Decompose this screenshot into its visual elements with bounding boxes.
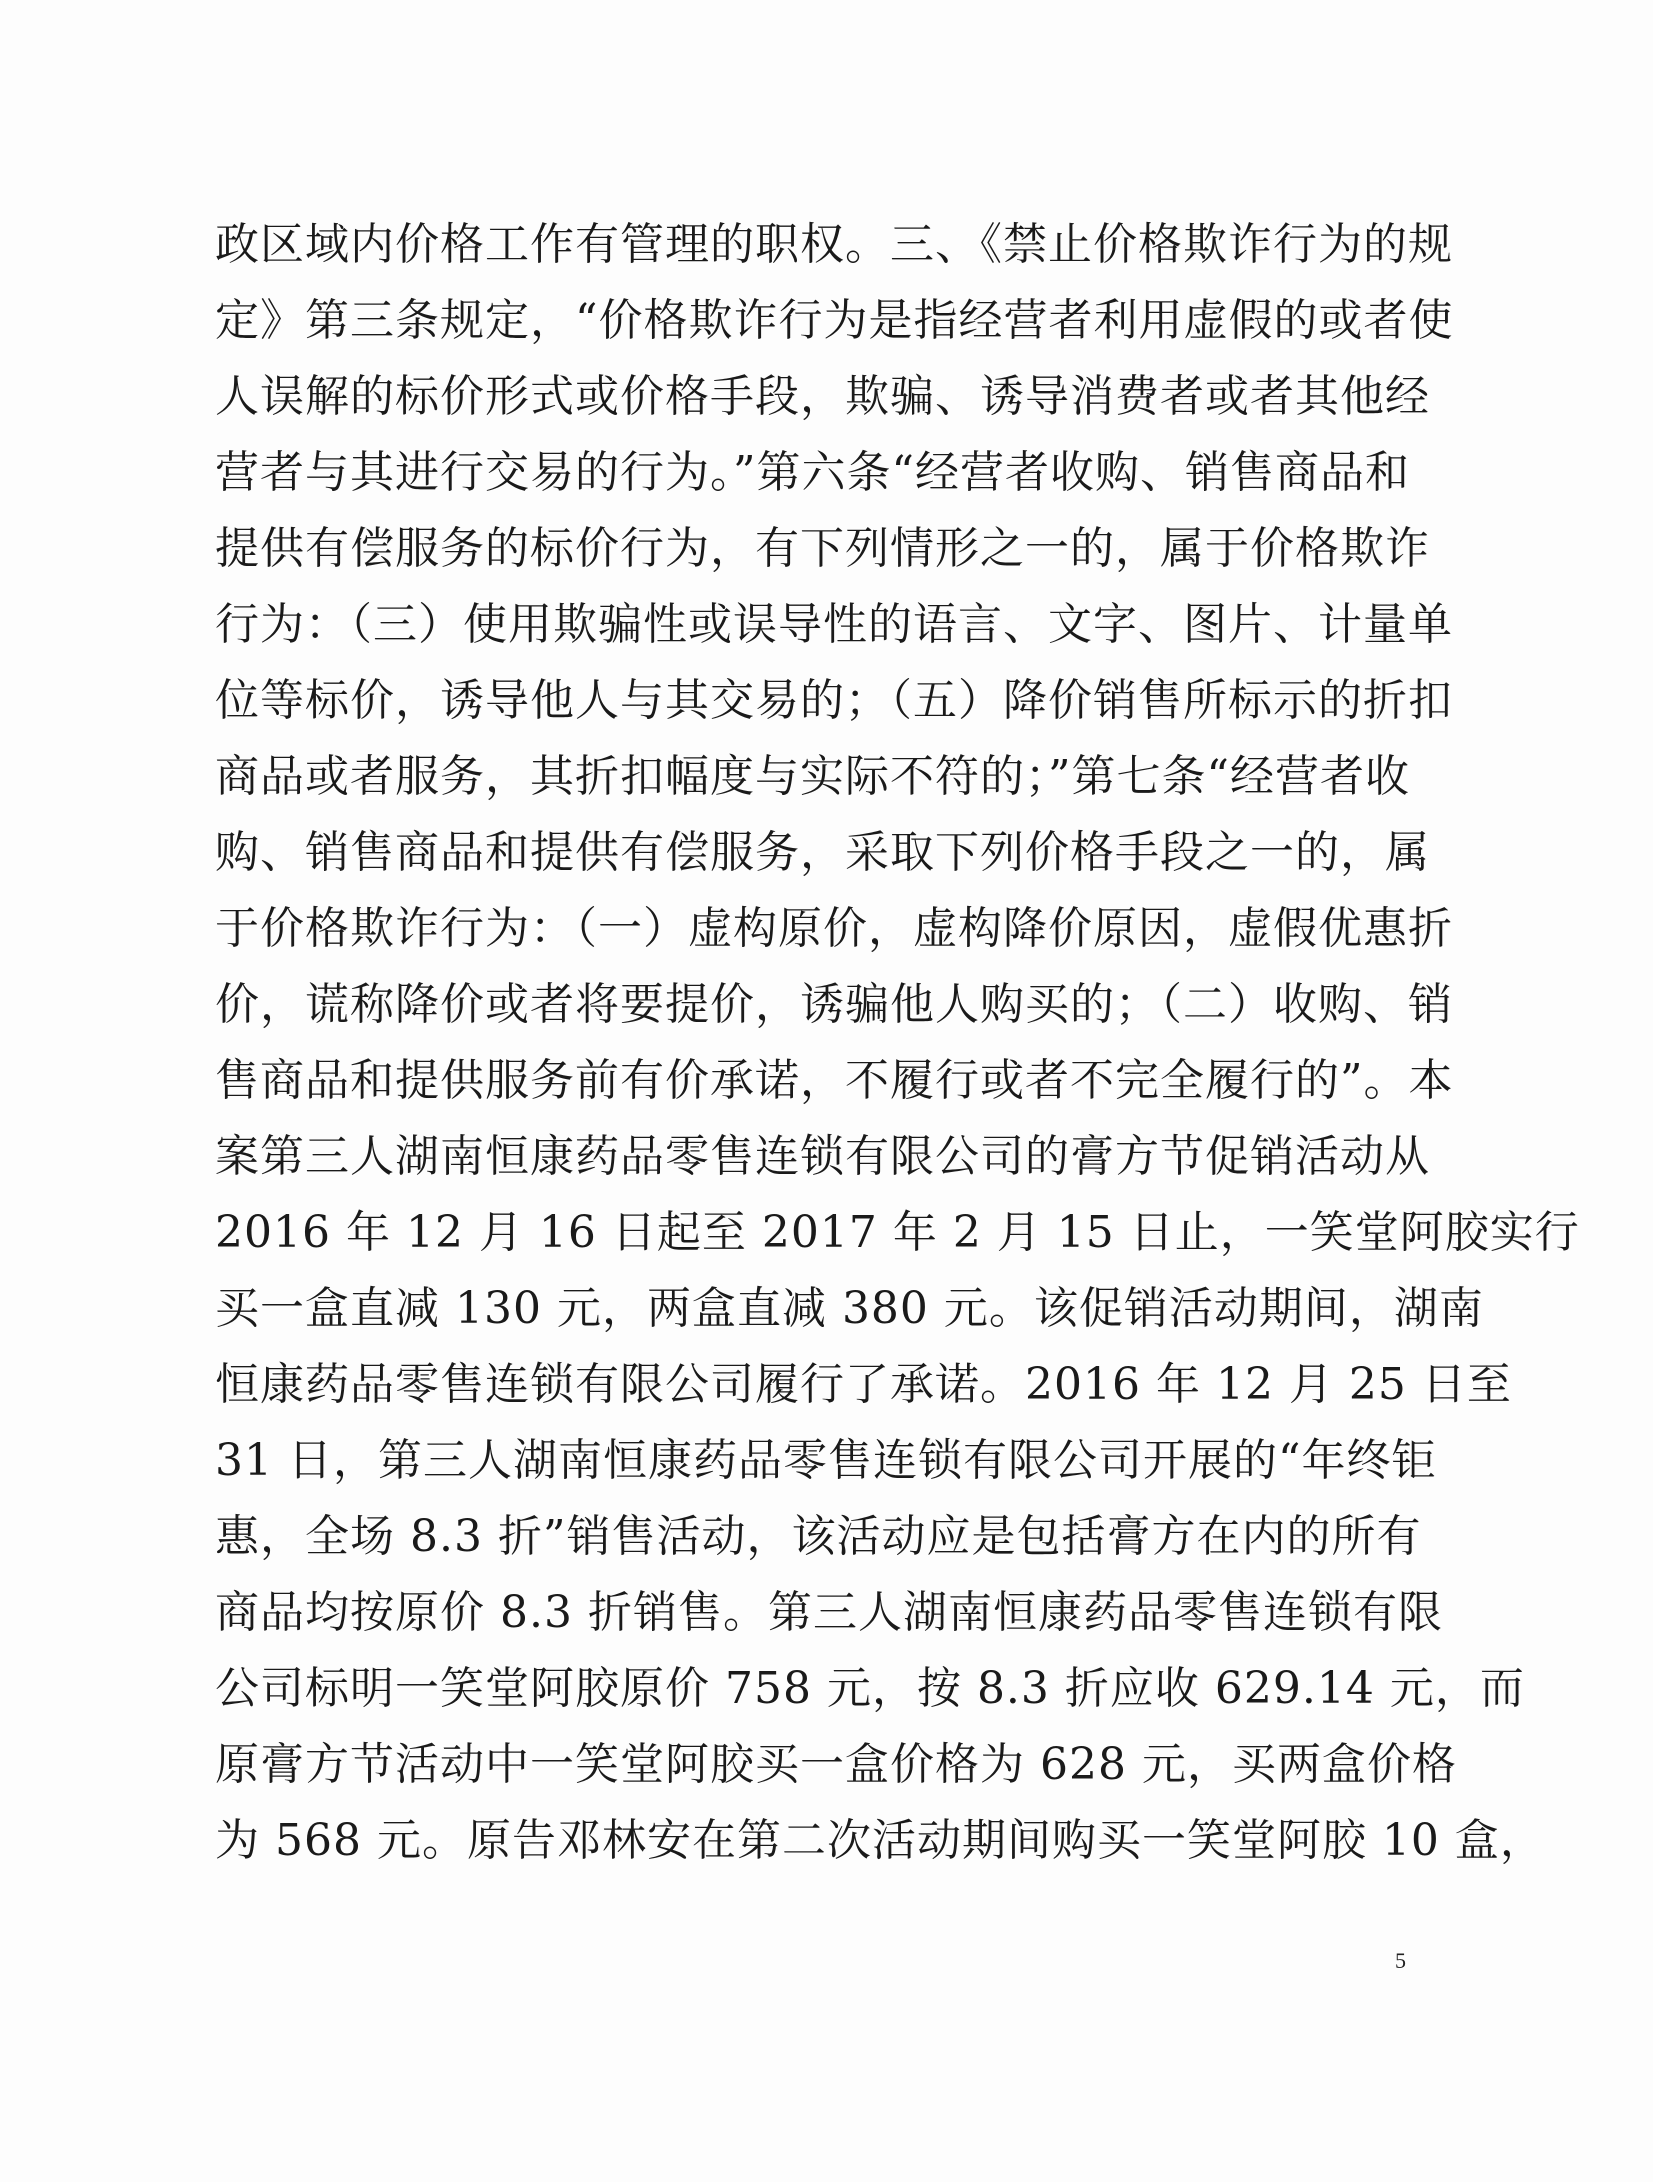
text-line: 于价格欺诈行为：（一）虚构原价，虚构降价原因，虚假优惠折 bbox=[215, 903, 1453, 954]
text-line: 位等标价，诱导他人与其交易的；（五）降价销售所标示的折扣 bbox=[215, 675, 1453, 726]
text-line: 商品均按原价 8.3 折销售。第三人湖南恒康药品零售连锁有限 bbox=[215, 1587, 1443, 1638]
text-line: 行为：（三）使用欺骗性或误导性的语言、文字、图片、计量单 bbox=[215, 599, 1453, 650]
text-line: 政区域内价格工作有管理的职权。三、《禁止价格欺诈行为的规 bbox=[215, 219, 1453, 270]
text-line: 案第三人湖南恒康药品零售连锁有限公司的膏方节促销活动从 bbox=[215, 1131, 1430, 1182]
text-line: 营者与其进行交易的行为。”第六条“经营者收购、销售商品和 bbox=[215, 447, 1410, 498]
text-line: 公司标明一笑堂阿胶原价 758 元，按 8.3 折应收 629.14 元，而 bbox=[215, 1663, 1525, 1714]
text-line: 31 日，第三人湖南恒康药品零售连锁有限公司开展的“年终钜 bbox=[215, 1435, 1437, 1486]
text-line: 售商品和提供服务前有价承诺，不履行或者不完全履行的”。本 bbox=[215, 1055, 1454, 1106]
page-number: 5 bbox=[1395, 1948, 1406, 1973]
text-line: 定》第三条规定，“价格欺诈行为是指经营者利用虚假的或者使 bbox=[215, 295, 1454, 346]
text-line: 为 568 元。原告邓林安在第二次活动期间购买一笑堂阿胶 10 盒， bbox=[215, 1815, 1545, 1866]
text-line: 商品或者服务，其折扣幅度与实际不符的；”第七条“经营者收 bbox=[215, 751, 1410, 802]
text-line: 2016 年 12 月 16 日起至 2017 年 2 月 15 日止，一笑堂阿胶实行 bbox=[215, 1207, 1580, 1258]
text-line: 价，谎称降价或者将要提价，诱骗他人购买的；（二）收购、销 bbox=[215, 979, 1453, 1030]
text-line: 恒康药品零售连锁有限公司履行了承诺。2016 年 12 月 25 日至 bbox=[215, 1359, 1512, 1410]
text-line: 惠，全场 8.3 折”销售活动，该活动应是包括膏方在内的所有 bbox=[215, 1511, 1422, 1562]
text-line: 原膏方节活动中一笑堂阿胶买一盒价格为 628 元，买两盒价格 bbox=[215, 1739, 1457, 1790]
text-line: 人误解的标价形式或价格手段，欺骗、诱导消费者或者其他经 bbox=[215, 371, 1430, 422]
text-line: 买一盒直减 130 元，两盒直减 380 元。该促销活动期间，湖南 bbox=[215, 1283, 1484, 1334]
text-line: 购、销售商品和提供有偿服务，采取下列价格手段之一的，属 bbox=[215, 827, 1430, 878]
text-line: 提供有偿服务的标价行为，有下列情形之一的，属于价格欺诈 bbox=[215, 523, 1430, 574]
